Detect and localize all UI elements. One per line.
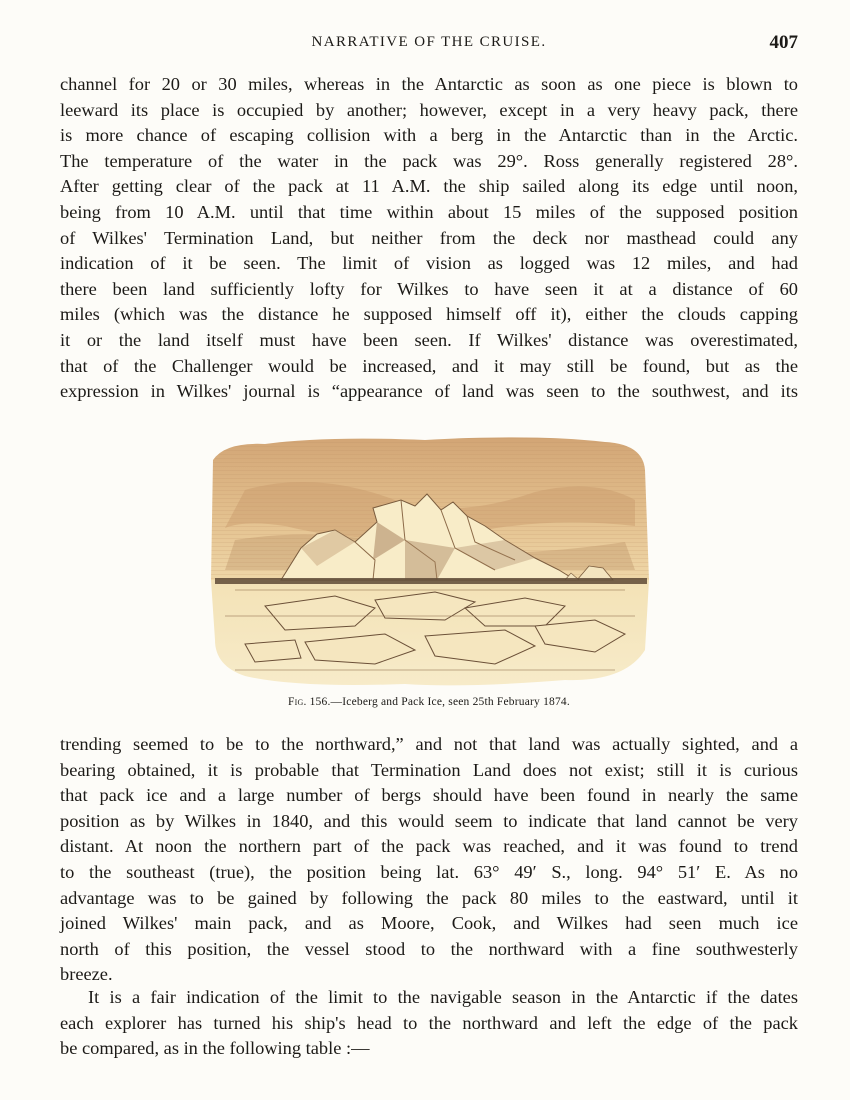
paragraph-1 xyxy=(60,72,798,405)
text-line: be compared, as in the following table :— xyxy=(60,1038,370,1059)
text-line: breeze. xyxy=(60,964,113,985)
running-head xyxy=(60,34,798,58)
figure-label: Fig. 156. xyxy=(288,696,331,708)
text-line: that pack ice and a large number of bergs should have been found in nearly the same xyxy=(60,785,798,806)
text-line: After getting clear of the pack at 11 A.M. the ship sailed along its edge until noon, xyxy=(60,176,798,197)
text-line: to the southeast (true), the position being lat. 63° 49′ S., long. 94° 51′ E. As no xyxy=(60,861,798,882)
text-line: leeward its place is occupied by another; however, except in a very heavy pack, there xyxy=(60,99,798,120)
text-line: distant. At noon the northern part of the pack was reached, and it was found to trend xyxy=(60,836,798,857)
text-line: position as by Wilkes in 1840, and this would seem to indicate that land cannot be very xyxy=(60,810,798,831)
paragraph-2 xyxy=(60,732,798,988)
text-line: indication of it be seen. The limit of vision as logged was 12 miles, and had xyxy=(60,253,798,274)
water-line xyxy=(215,578,647,584)
text-line: north of this position, the vessel stood to the northward with a fine southwesterly xyxy=(60,938,798,959)
text-line: trending seemed to be to the northward,” and not that land was actually sighted, and a xyxy=(60,734,798,754)
page-number: 407 xyxy=(769,32,798,53)
text-line: expression in Wilkes' journal is “appearance of land was seen to the southwest, and its xyxy=(60,381,798,402)
text-line: miles (which was the distance he supposed himself off it), either the clouds capping xyxy=(60,304,798,325)
text-line: there been land sufficiently lofty for Wilkes to have seen it at a distance of 60 xyxy=(60,278,798,299)
text-line: It is a fair indication of the limit to the navigable season in the Antarctic if the dates xyxy=(88,987,798,1007)
text-line: advantage was to be gained by following the pack 80 miles to the eastward, until it xyxy=(60,887,798,908)
text-line: of Wilkes' Termination Land, but neither from the deck nor masthead could any xyxy=(60,227,798,248)
iceberg-illustration xyxy=(205,430,651,692)
text-line: being from 10 A.M. until that time within about 15 miles of the supposed position xyxy=(60,201,798,222)
iceberg-engraving xyxy=(205,430,651,692)
running-title: NARRATIVE OF THE CRUISE. xyxy=(311,34,547,50)
text-line: that of the Challenger would be increased, and it may still be found, but as the xyxy=(60,355,798,376)
figure-caption-text: —Iceberg and Pack Ice, seen 25th February 1874. xyxy=(330,696,570,708)
text-line: it or the land itself must have been seen. If Wilkes' distance was overestimated, xyxy=(60,329,798,350)
text-line: each explorer has turned his ship's head to the northward and left the edge of the pack xyxy=(60,1012,798,1033)
figure-caption xyxy=(60,696,798,708)
text-line: joined Wilkes' main pack, and as Moore, Cook, and Wilkes had seen much ice xyxy=(60,913,798,934)
text-line: channel for 20 or 30 miles, whereas in the Antarctic as soon as one piece is blown to xyxy=(60,74,798,94)
text-line: The temperature of the water in the pack was 29°. Ross generally registered 28°. xyxy=(60,150,798,171)
text-line: bearing obtained, it is probable that Termination Land does not exist; still it is curious xyxy=(60,759,798,780)
paragraph-3 xyxy=(60,985,798,1062)
text-line: is more chance of escaping collision with a berg in the Antarctic than in the Arctic. xyxy=(60,125,798,146)
